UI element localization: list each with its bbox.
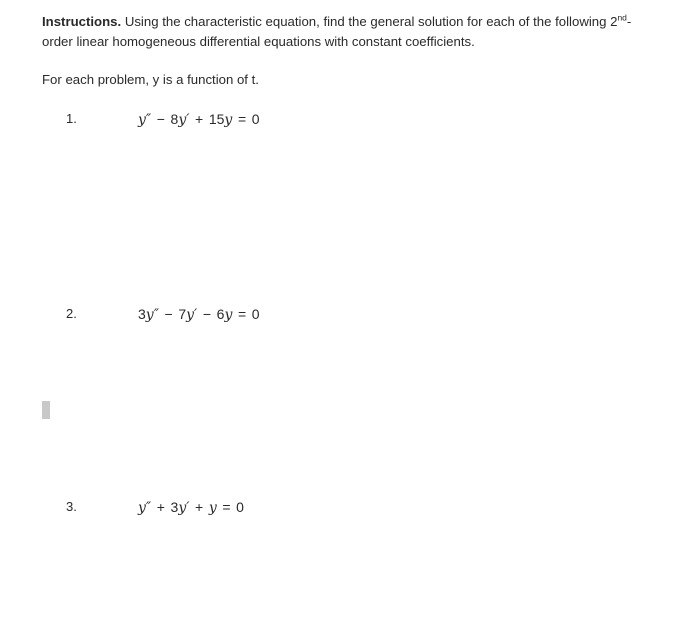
intro-text: For each problem, y is a function of t.	[42, 72, 259, 87]
problem-number-2: 2.	[66, 306, 77, 321]
instructions-text-continued: -order linear homogeneous differential equations with constant coefficients.	[42, 14, 632, 49]
instructions-text: Using the characteristic equation, find the general solution for each of the following 2	[124, 14, 618, 29]
problem-number-1: 1.	[66, 111, 77, 126]
problem-number-3: 3.	[66, 499, 77, 514]
instructions-heading: Instructions.	[42, 14, 122, 29]
instructions-paragraph	[42, 12, 662, 52]
equation-3: y″ + 3y′ + y = 0	[138, 499, 244, 516]
text-cursor-marker	[42, 401, 50, 419]
equation-1: y″ − 8y′ + 15y = 0	[138, 111, 260, 128]
ordinal-superscript: nd	[617, 12, 627, 23]
equation-2: 3y″ − 7y′ − 6y = 0	[138, 306, 260, 323]
